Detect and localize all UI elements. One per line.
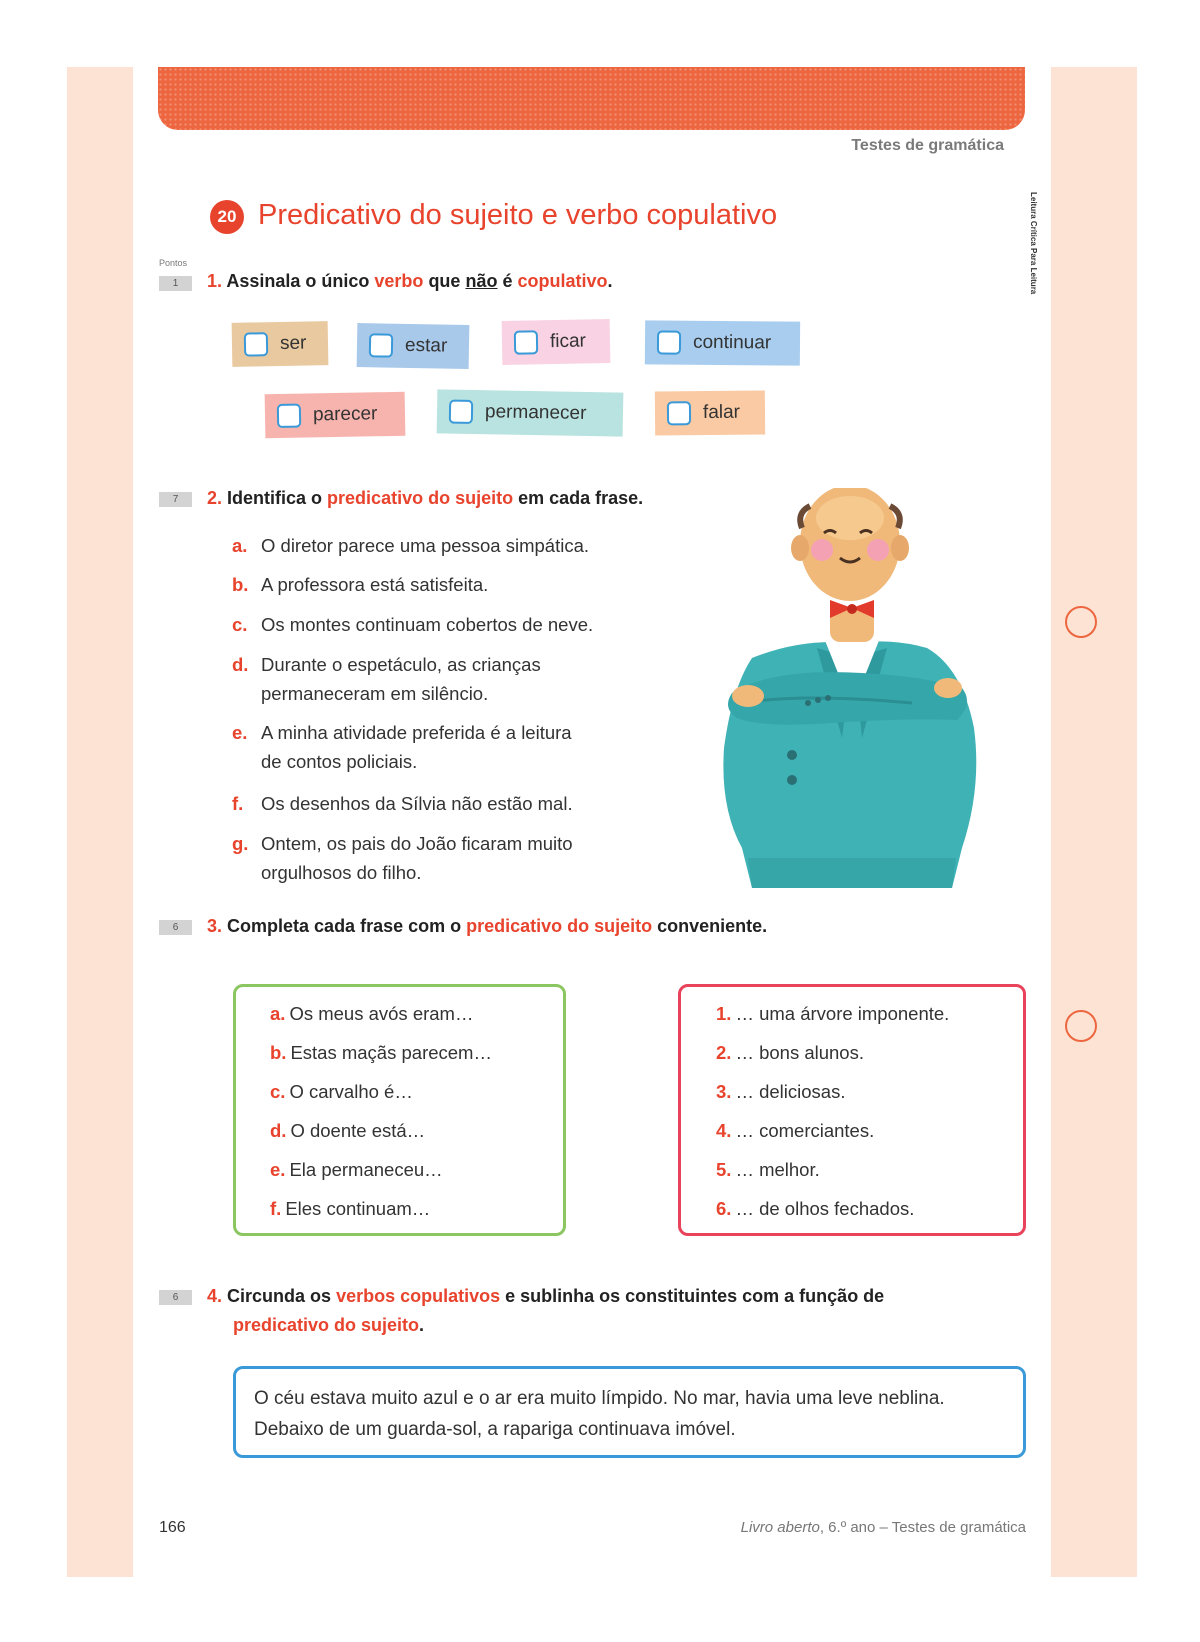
binder-hole-top [1065, 606, 1097, 638]
page-number: 166 [159, 1519, 186, 1536]
q1-points-box: 1 [159, 276, 192, 291]
q4-text-line1: O céu estava muito azul e o ar era muito límpido. No mar, havia uma leve neblina. [254, 1388, 945, 1409]
q2-item-f: f. Os desenhos da Sílvia não estão mal. [232, 793, 573, 814]
checkbox[interactable] [449, 400, 473, 424]
checkbox[interactable] [657, 330, 681, 354]
left-margin-band [67, 67, 133, 1577]
checkbox[interactable] [369, 333, 393, 357]
verb-option-ficar[interactable]: ficar [502, 319, 611, 365]
sentence-endings-box [678, 984, 1026, 1236]
verb-option-permanecer[interactable]: permanecer [437, 389, 624, 436]
q2-item-d: d. Durante o espetáculo, as crianças permaneceram em silêncio. [232, 654, 541, 704]
q3-instruction: 3. Completa cada frase com o predicativo do sujeito conveniente. [207, 916, 768, 936]
q1-instruction: 1. Assinala o único verbo que não é copulativo. [207, 271, 613, 291]
binder-hole-bottom [1065, 1010, 1097, 1042]
page-title: Predicativo do sujeito e verbo copulativo [258, 199, 778, 231]
match-right-3: 3. … deliciosas. [716, 1081, 846, 1102]
q2-instruction: 2. Identifica o predicativo do sujeito em cada frase. [207, 488, 644, 508]
match-right-4: 4. … comerciantes. [716, 1120, 875, 1141]
header-band [158, 67, 1025, 130]
checkbox[interactable] [244, 332, 268, 356]
q2-item-e: e. A minha atividade preferida é a leitura de contos policiais. [232, 722, 572, 772]
match-left-e: e. Ela permaneceu… [270, 1159, 443, 1180]
title-number-badge: 20 [210, 200, 244, 234]
q2-points-box: 7 [159, 492, 192, 507]
checkbox[interactable] [514, 330, 538, 354]
verb-option-ser[interactable]: ser [232, 321, 329, 367]
q4-instruction-line2: predicativo do sujeito. [233, 1315, 425, 1335]
match-left-a: a. Os meus avós eram… [270, 1003, 474, 1024]
match-left-b: b. Estas maçãs parecem… [270, 1042, 492, 1063]
teacher-illustration [712, 488, 988, 888]
verb-option-continuar[interactable]: continuar [645, 320, 800, 365]
footer-credit: Livro aberto, 6.º ano – Testes de gramática [740, 1519, 1026, 1536]
points-label: Pontos [159, 258, 188, 268]
match-right-1: 1. … uma árvore imponente. [716, 1003, 950, 1024]
q2-item-b: b. A professora está satisfeita. [232, 574, 489, 595]
verb-option-parecer[interactable]: parecer [265, 392, 406, 438]
q3-points-box: 6 [159, 920, 192, 935]
match-right-2: 2. … bons alunos. [716, 1042, 864, 1063]
q2-item-a: a. O diretor parece uma pessoa simpática. [232, 535, 590, 556]
match-left-d: d. O doente está… [270, 1120, 426, 1141]
vertical-credit: Leitura Crítica Para Leitura [1029, 192, 1038, 295]
match-left-f: f. Eles continuam… [270, 1198, 431, 1219]
verb-option-falar[interactable]: falar [655, 391, 765, 436]
verb-option-estar[interactable]: estar [357, 323, 470, 369]
checkbox[interactable] [277, 404, 301, 428]
q2-item-g: g. Ontem, os pais do João ficaram muito orgulhosos do filho. [232, 833, 573, 883]
q4-points-box: 6 [159, 1290, 192, 1305]
series-title: Testes de gramática [851, 137, 1004, 154]
q4-instruction: 4. Circunda os verbos copulativos e sublinha os constituintes com a função de [207, 1286, 885, 1306]
right-margin-band [1051, 67, 1137, 1577]
q2-item-c: c. Os montes continuam cobertos de neve. [232, 614, 594, 635]
q4-text-line2: Debaixo de um guarda-sol, a rapariga continuava imóvel. [254, 1419, 736, 1440]
checkbox[interactable] [667, 401, 691, 425]
match-left-c: c. O carvalho é… [270, 1081, 413, 1102]
match-right-5: 5. … melhor. [716, 1159, 820, 1180]
q4-text-box [233, 1366, 1026, 1458]
sentence-starts-box [233, 984, 566, 1236]
match-right-6: 6. … de olhos fechados. [716, 1198, 915, 1219]
